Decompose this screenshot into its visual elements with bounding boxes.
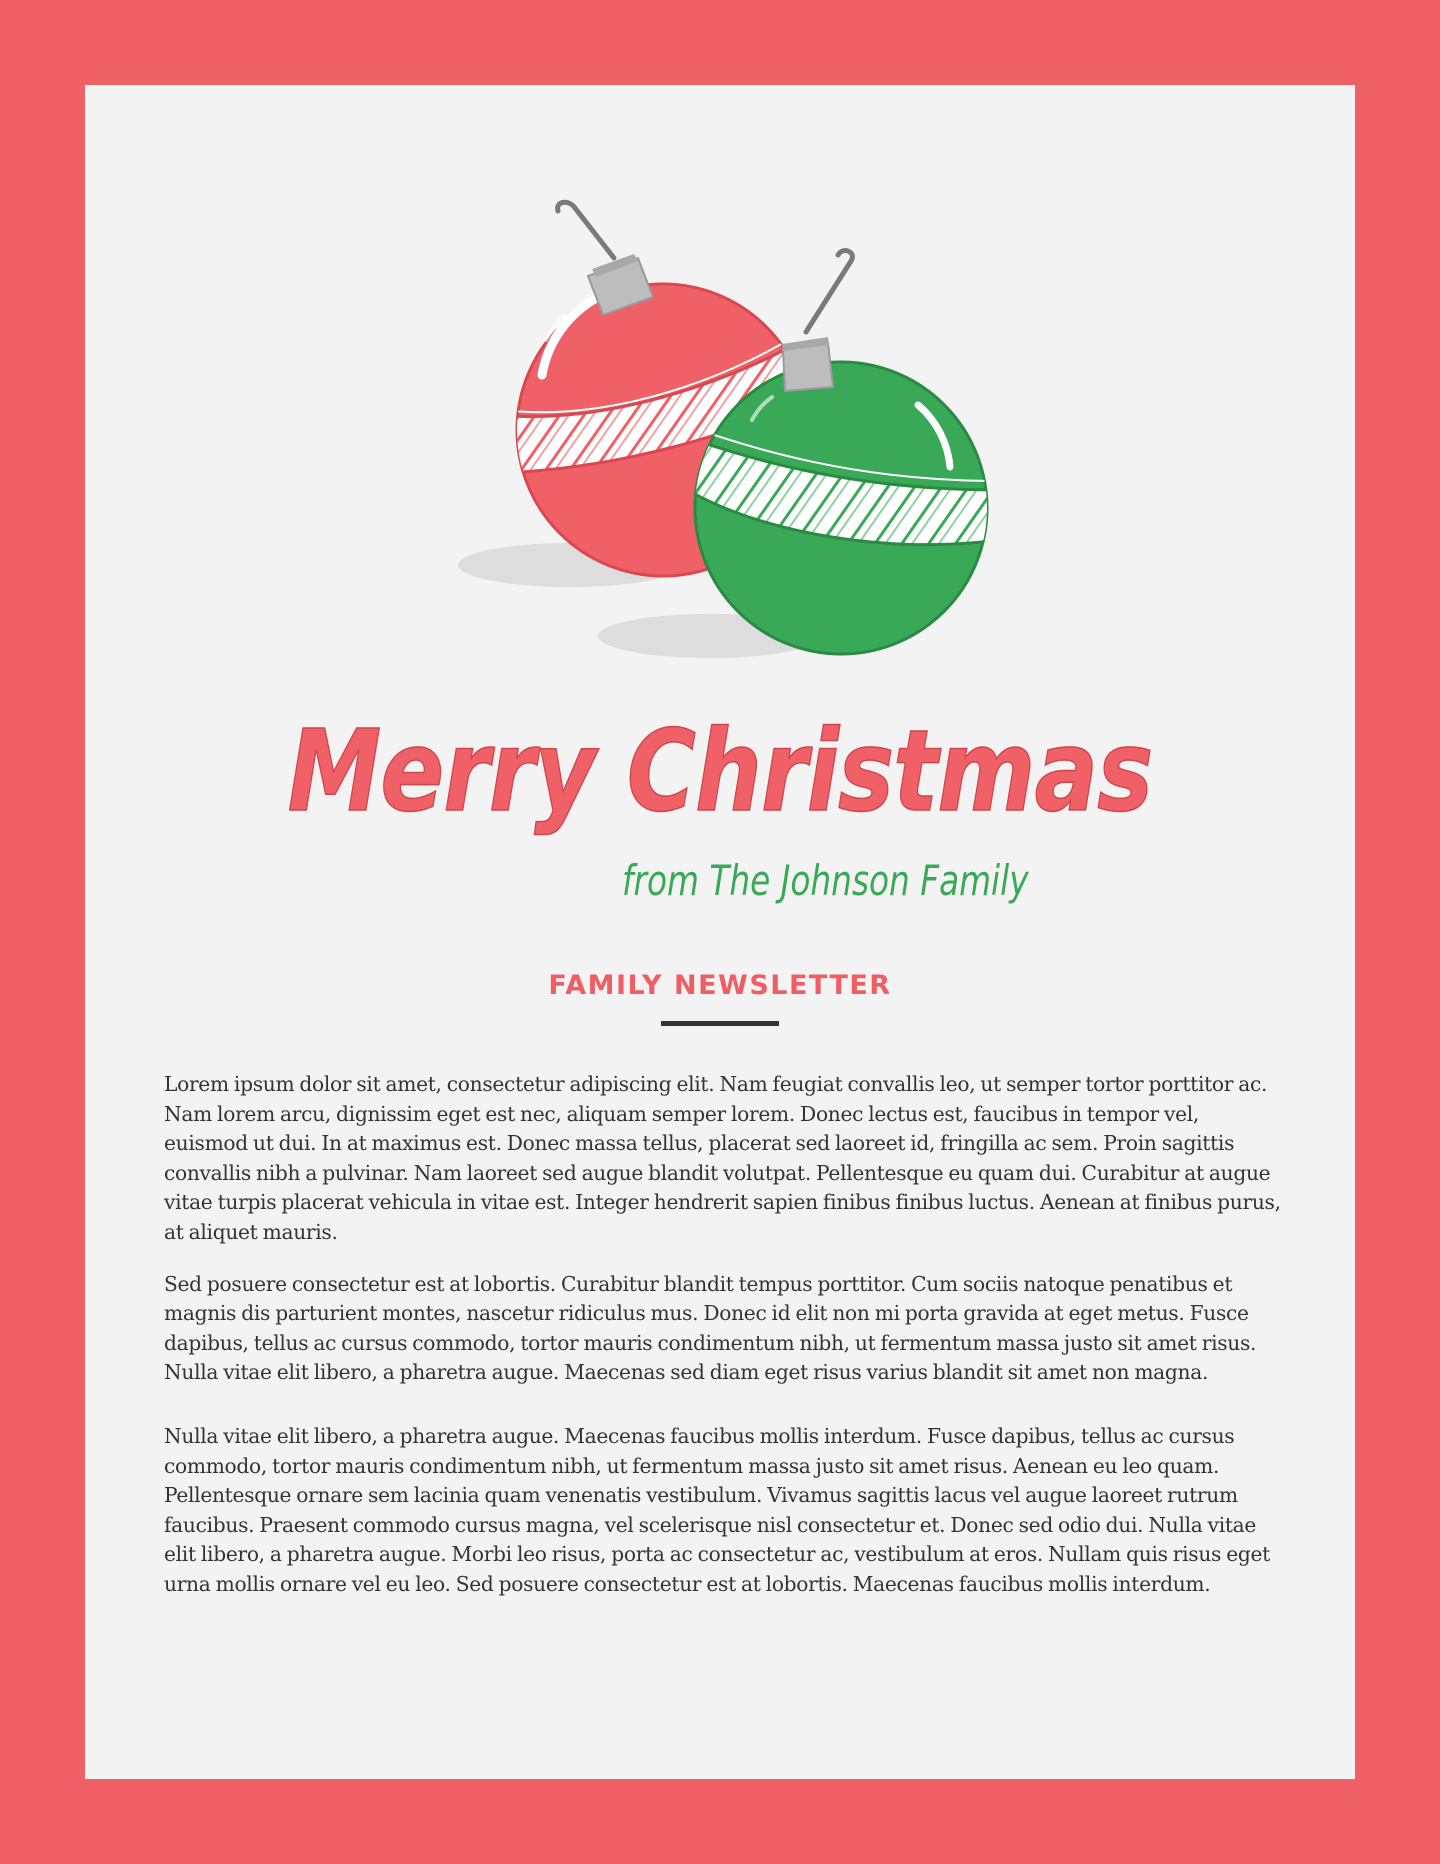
heading-divider <box>661 1021 779 1026</box>
family-subtitle: from The Johnson Family <box>622 856 1029 905</box>
paragraph-1: Lorem ipsum dolor sit amet, consectetur adipiscing elit. Nam feugiat convallis leo, ut semper tortor porttitor ac. Nam lorem arcu, dignissim eget est nec, aliquam semper lorem. Donec lectus est, faucibus in tempor vel, euismod ut dui. In at maximus est. Donec massa tellus, placerat sed laoreet id, fringilla ac sem. Proin sagittis convallis nibh a pulvinar. Nam laoreet sed augue blandit volutpat. Pellentesque eu quam dui. Curabitur at augue vitae turpis placerat vehicula in vitae est. Integer hendrerit sapien finibus finibus luctus. Aenean at finibus purus, at aliquet mauris. <box>164 1072 1281 1244</box>
section-heading: FAMILY NEWSLETTER <box>548 970 892 1001</box>
christmas-ornaments-illustration <box>440 165 1000 665</box>
paragraph-3: Nulla vitae elit libero, a pharetra augue. Maecenas faucibus mollis interdum. Fusce dapibus, tellus ac cursus commodo, tortor mauris condimentum nibh, ut fermentum massa justo sit amet risus. Aenean eu leo quam. Pellentesque ornare sem lacinia quam venenatis vestibulum. Vivamus sagittis lacus vel augue laoreet rutrum faucibus. Praesent commodo cursus magna, vel scelerisque nisl consectetur et. Donec sed odio dui. Nulla vitae elit libero, a pharetra augue. Morbi leo risus, porta ac consectetur ac, vestibulum at eros. Nullam quis risus eget urna mollis ornare vel eu leo. Sed posuere consectetur est at lobortis. Maecenas faucibus mollis interdum. <box>164 1423 1270 1596</box>
paragraph-2: Sed posuere consectetur est at lobortis. Curabitur blandit tempus porttitor. Cum sociis natoque penatibus et magnis dis parturient montes, nascetur ridiculus mus. Donec id elit non mi porta gravida at eget metus. Fusce dapibus, tellus ac cursus commodo, tortor mauris condimentum nibh, ut fermentum massa justo sit amet risus. Nulla vitae elit libero, a pharetra augue. Maecenas sed diam eget risus varius blandit sit amet non magna. <box>164 1271 1257 1385</box>
greeting-title: Merry Christmas <box>287 707 1153 837</box>
newsletter-body <box>164 1070 1284 1622</box>
